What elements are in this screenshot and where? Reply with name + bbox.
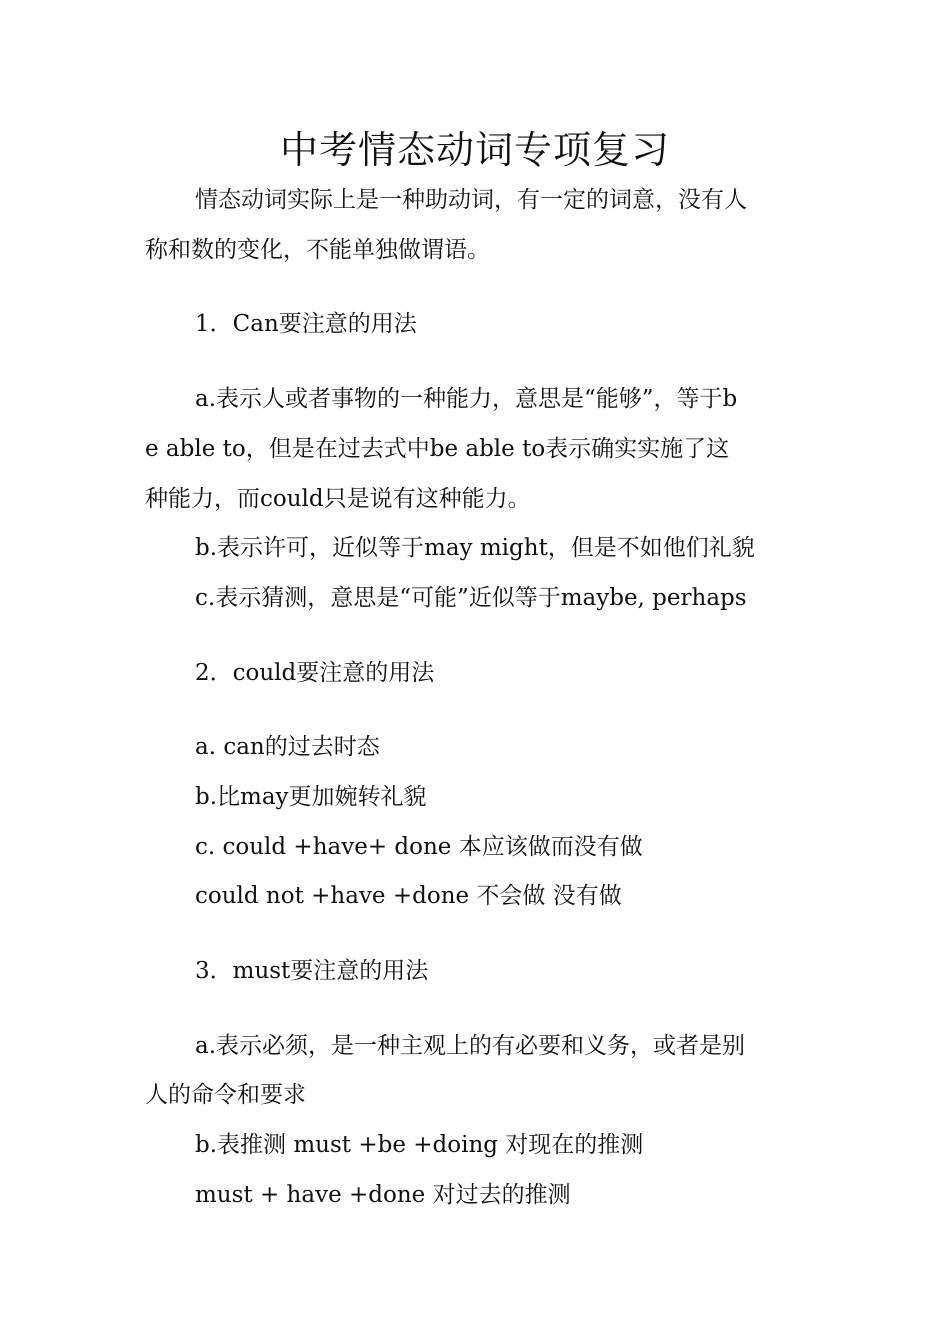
section-2-line: a. can的过去时态 [195,734,380,760]
section-2-line: b.比may更加婉转礼貌 [195,784,427,810]
section-3-heading: 3．must要注意的用法 [195,958,429,984]
section-1-line: 种能力，而could只是说有这种能力。 [145,486,531,512]
section-3-line: 人的命令和要求 [145,1082,306,1108]
section-1-line: c.表示猜测，意思是“可能”近似等于maybe, perhaps [195,585,747,611]
section-1-heading: 1．Can要注意的用法 [195,311,417,337]
document-title: 中考情态动词专项复习 [279,128,670,172]
section-3-line: b.表推测 must +be +doing 对现在的推测 [195,1132,644,1158]
section-1-line: a.表示人或者事物的一种能力，意思是“能够”，等于b [195,386,738,412]
section-1-line: e able to，但是在过去式中be able to表示确实实施了这 [145,436,730,462]
intro-line-1: 情态动词实际上是一种助动词，有一定的词意，没有人 [195,187,747,213]
section-3-line: a.表示必须，是一种主观上的有必要和义务，或者是别 [195,1033,746,1059]
section-2-line: could not +have +done 不会做 没有做 [195,883,622,909]
section-3-line: must + have +done 对过去的推测 [195,1182,571,1208]
intro-line-2: 称和数的变化，不能单独做谓语。 [145,237,490,263]
section-2-heading: 2．could要注意的用法 [195,660,435,686]
section-1-line: b.表示许可，近似等于may might，但是不如他们礼貌 [195,535,755,561]
section-2-line: c. could +have+ done 本应该做而没有做 [195,834,643,860]
